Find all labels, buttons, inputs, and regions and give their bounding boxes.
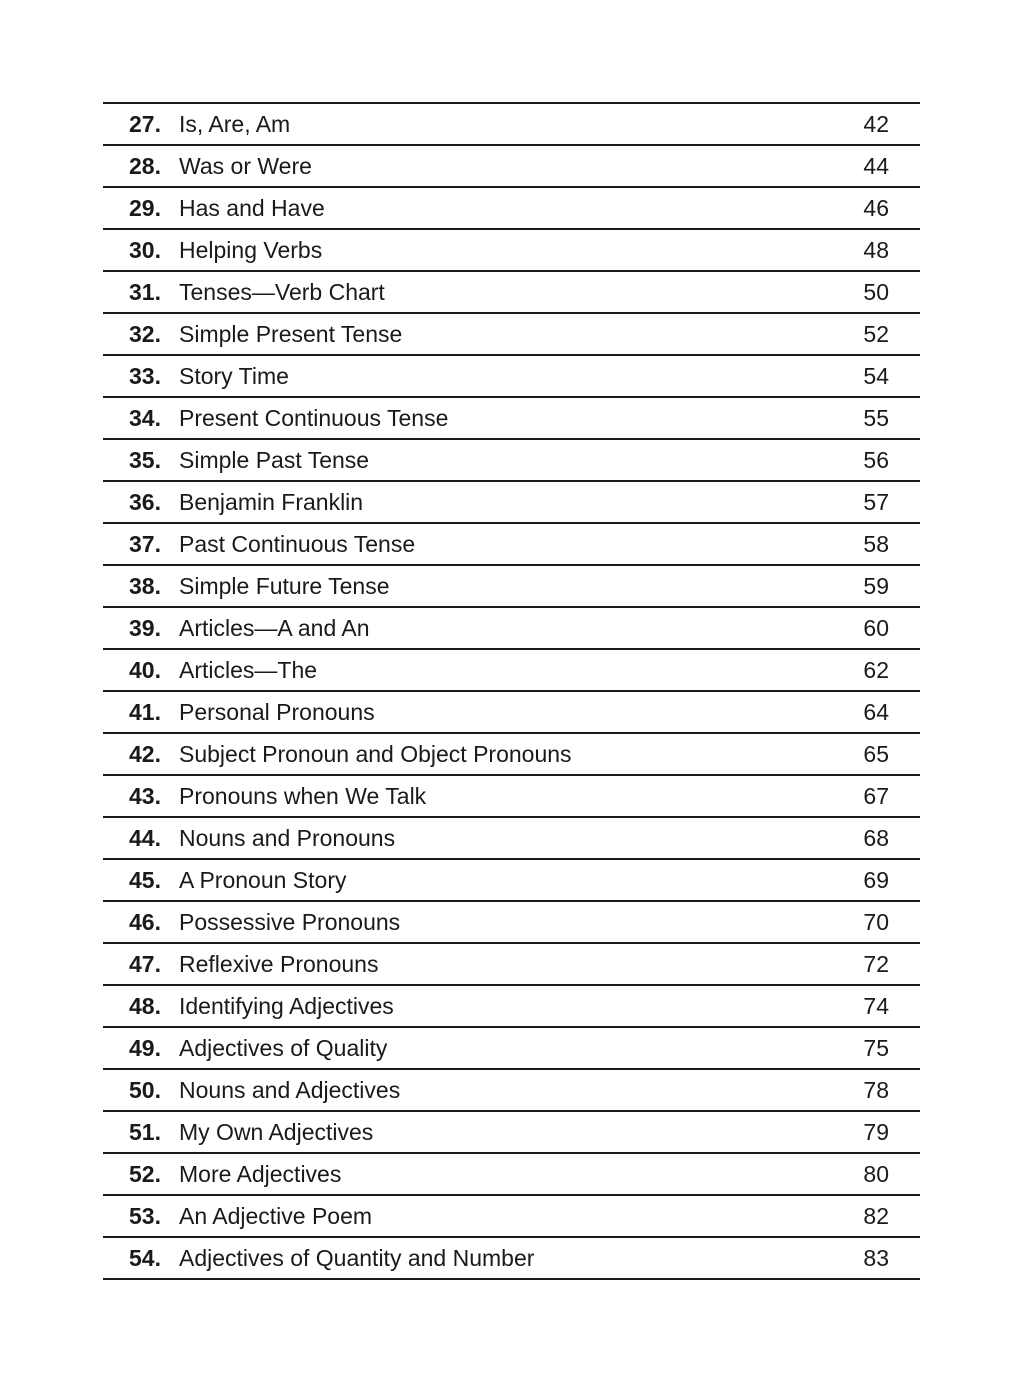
toc-entry-number: 29. bbox=[129, 195, 161, 221]
toc-row bbox=[103, 482, 920, 524]
toc-entry-title: My Own Adjectives bbox=[179, 1119, 374, 1145]
toc-entry-page: 52 bbox=[863, 321, 889, 347]
toc-entry-page: 44 bbox=[863, 153, 889, 179]
toc-entry-page: 83 bbox=[863, 1245, 889, 1271]
toc-entry-title: Adjectives of Quantity and Number bbox=[179, 1245, 535, 1271]
toc-entry-title: A Pronoun Story bbox=[179, 867, 347, 893]
toc-entry-page: 56 bbox=[863, 447, 889, 473]
toc-entry-title: Story Time bbox=[179, 363, 289, 389]
toc-entry-number: 35. bbox=[129, 447, 161, 473]
toc-entry-number: 51. bbox=[129, 1119, 161, 1145]
toc-entry-title: Tenses—Verb Chart bbox=[179, 279, 385, 305]
toc-entry-number: 28. bbox=[129, 153, 161, 179]
table-of-contents bbox=[103, 102, 920, 1280]
toc-entry-page: 78 bbox=[863, 1077, 889, 1103]
toc-entry-title: An Adjective Poem bbox=[179, 1203, 373, 1229]
toc-entry-title: Subject Pronoun and Object Pronouns bbox=[179, 741, 572, 767]
toc-row bbox=[103, 1070, 920, 1112]
toc-entry-page: 74 bbox=[863, 993, 889, 1019]
toc-row bbox=[103, 230, 920, 272]
toc-entry-number: 39. bbox=[129, 615, 161, 641]
toc-row bbox=[103, 650, 920, 692]
toc-row bbox=[103, 1238, 920, 1280]
toc-entry-title: Nouns and Pronouns bbox=[179, 825, 396, 851]
toc-entry-page: 46 bbox=[863, 195, 889, 221]
toc-row bbox=[103, 440, 920, 482]
toc-entry-number: 36. bbox=[129, 489, 161, 515]
toc-entry-page: 82 bbox=[863, 1203, 889, 1229]
toc-row bbox=[103, 398, 920, 440]
toc-entry-title: Simple Future Tense bbox=[179, 573, 390, 599]
toc-entry-title: Present Continuous Tense bbox=[179, 405, 449, 431]
toc-entry-page: 75 bbox=[863, 1035, 889, 1061]
toc-entry-title: Has and Have bbox=[179, 195, 325, 221]
toc-entry-number: 47. bbox=[129, 951, 161, 977]
toc-entry-number: 46. bbox=[129, 909, 161, 935]
toc-entry-number: 45. bbox=[129, 867, 161, 893]
toc-entry-page: 79 bbox=[863, 1119, 889, 1145]
toc-entry-page: 42 bbox=[863, 111, 889, 137]
toc-entry-number: 42. bbox=[129, 741, 161, 767]
toc-entry-page: 64 bbox=[863, 699, 889, 725]
toc-entry-number: 32. bbox=[129, 321, 161, 347]
toc-entry-number: 43. bbox=[129, 783, 161, 809]
toc-row bbox=[103, 188, 920, 230]
toc-entry-page: 55 bbox=[863, 405, 889, 431]
toc-entry-number: 30. bbox=[129, 237, 161, 263]
toc-entry-title: Reflexive Pronouns bbox=[179, 951, 379, 977]
toc-entry-page: 62 bbox=[863, 657, 889, 683]
toc-row bbox=[103, 272, 920, 314]
toc-entry-page: 57 bbox=[863, 489, 889, 515]
toc-entry-title: More Adjectives bbox=[179, 1161, 342, 1187]
toc-entry-page: 50 bbox=[863, 279, 889, 305]
toc-row bbox=[103, 314, 920, 356]
toc-row bbox=[103, 860, 920, 902]
toc-entry-title: Simple Present Tense bbox=[179, 321, 403, 347]
toc-entry-page: 48 bbox=[863, 237, 889, 263]
toc-entry-number: 37. bbox=[129, 531, 161, 557]
toc-row bbox=[103, 1028, 920, 1070]
toc-entry-title: Identifying Adjectives bbox=[179, 993, 394, 1019]
toc-row bbox=[103, 986, 920, 1028]
toc-entry-title: Possessive Pronouns bbox=[179, 909, 401, 935]
toc-row bbox=[103, 1196, 920, 1238]
toc-entry-title: Simple Past Tense bbox=[179, 447, 370, 473]
toc-row bbox=[103, 104, 920, 146]
toc-entry-page: 69 bbox=[863, 867, 889, 893]
toc-row bbox=[103, 608, 920, 650]
toc-entry-number: 50. bbox=[129, 1077, 161, 1103]
toc-entry-title: Personal Pronouns bbox=[179, 699, 375, 725]
toc-entry-title: Was or Were bbox=[179, 153, 312, 179]
toc-entry-number: 33. bbox=[129, 363, 161, 389]
toc-entry-title: Benjamin Franklin bbox=[179, 489, 364, 515]
toc-entry-number: 48. bbox=[129, 993, 161, 1019]
toc-entry-title: Adjectives of Quality bbox=[179, 1035, 388, 1061]
toc-entry-title: Helping Verbs bbox=[179, 237, 323, 263]
toc-row bbox=[103, 902, 920, 944]
toc-entry-number: 53. bbox=[129, 1203, 161, 1229]
toc-entry-number: 41. bbox=[129, 699, 161, 725]
toc-row bbox=[103, 524, 920, 566]
toc-entry-number: 52. bbox=[129, 1161, 161, 1187]
toc-entry-page: 67 bbox=[863, 783, 889, 809]
toc-entry-page: 60 bbox=[863, 615, 889, 641]
toc-row bbox=[103, 818, 920, 860]
toc-entry-page: 80 bbox=[863, 1161, 889, 1187]
toc-row bbox=[103, 1154, 920, 1196]
toc-entry-number: 27. bbox=[129, 111, 161, 137]
toc-entry-title: Articles—A and An bbox=[179, 615, 370, 641]
toc-entry-page: 54 bbox=[863, 363, 889, 389]
toc-entry-title: Articles—The bbox=[179, 657, 318, 683]
toc-entry-page: 72 bbox=[863, 951, 889, 977]
toc-row bbox=[103, 692, 920, 734]
toc-entry-page: 65 bbox=[863, 741, 889, 767]
toc-row bbox=[103, 776, 920, 818]
toc-entry-page: 59 bbox=[863, 573, 889, 599]
toc-row bbox=[103, 356, 920, 398]
toc-entry-title: Nouns and Adjectives bbox=[179, 1077, 401, 1103]
toc-entry-page: 70 bbox=[863, 909, 889, 935]
toc-entry-page: 68 bbox=[863, 825, 889, 851]
toc-entry-number: 31. bbox=[129, 279, 161, 305]
toc-row bbox=[103, 734, 920, 776]
toc-entry-number: 38. bbox=[129, 573, 161, 599]
toc-entry-number: 54. bbox=[129, 1245, 161, 1271]
toc-entry-title: Past Continuous Tense bbox=[179, 531, 416, 557]
toc-entry-number: 34. bbox=[129, 405, 161, 431]
toc-entry-title: Pronouns when We Talk bbox=[179, 783, 427, 809]
toc-entry-number: 40. bbox=[129, 657, 161, 683]
toc-entry-number: 49. bbox=[129, 1035, 161, 1061]
toc-entry-number: 44. bbox=[129, 825, 161, 851]
toc-entry-page: 58 bbox=[863, 531, 889, 557]
toc-row bbox=[103, 566, 920, 608]
toc-row bbox=[103, 1112, 920, 1154]
toc-row bbox=[103, 146, 920, 188]
toc-entry-title: Is, Are, Am bbox=[179, 111, 291, 137]
toc-row bbox=[103, 944, 920, 986]
